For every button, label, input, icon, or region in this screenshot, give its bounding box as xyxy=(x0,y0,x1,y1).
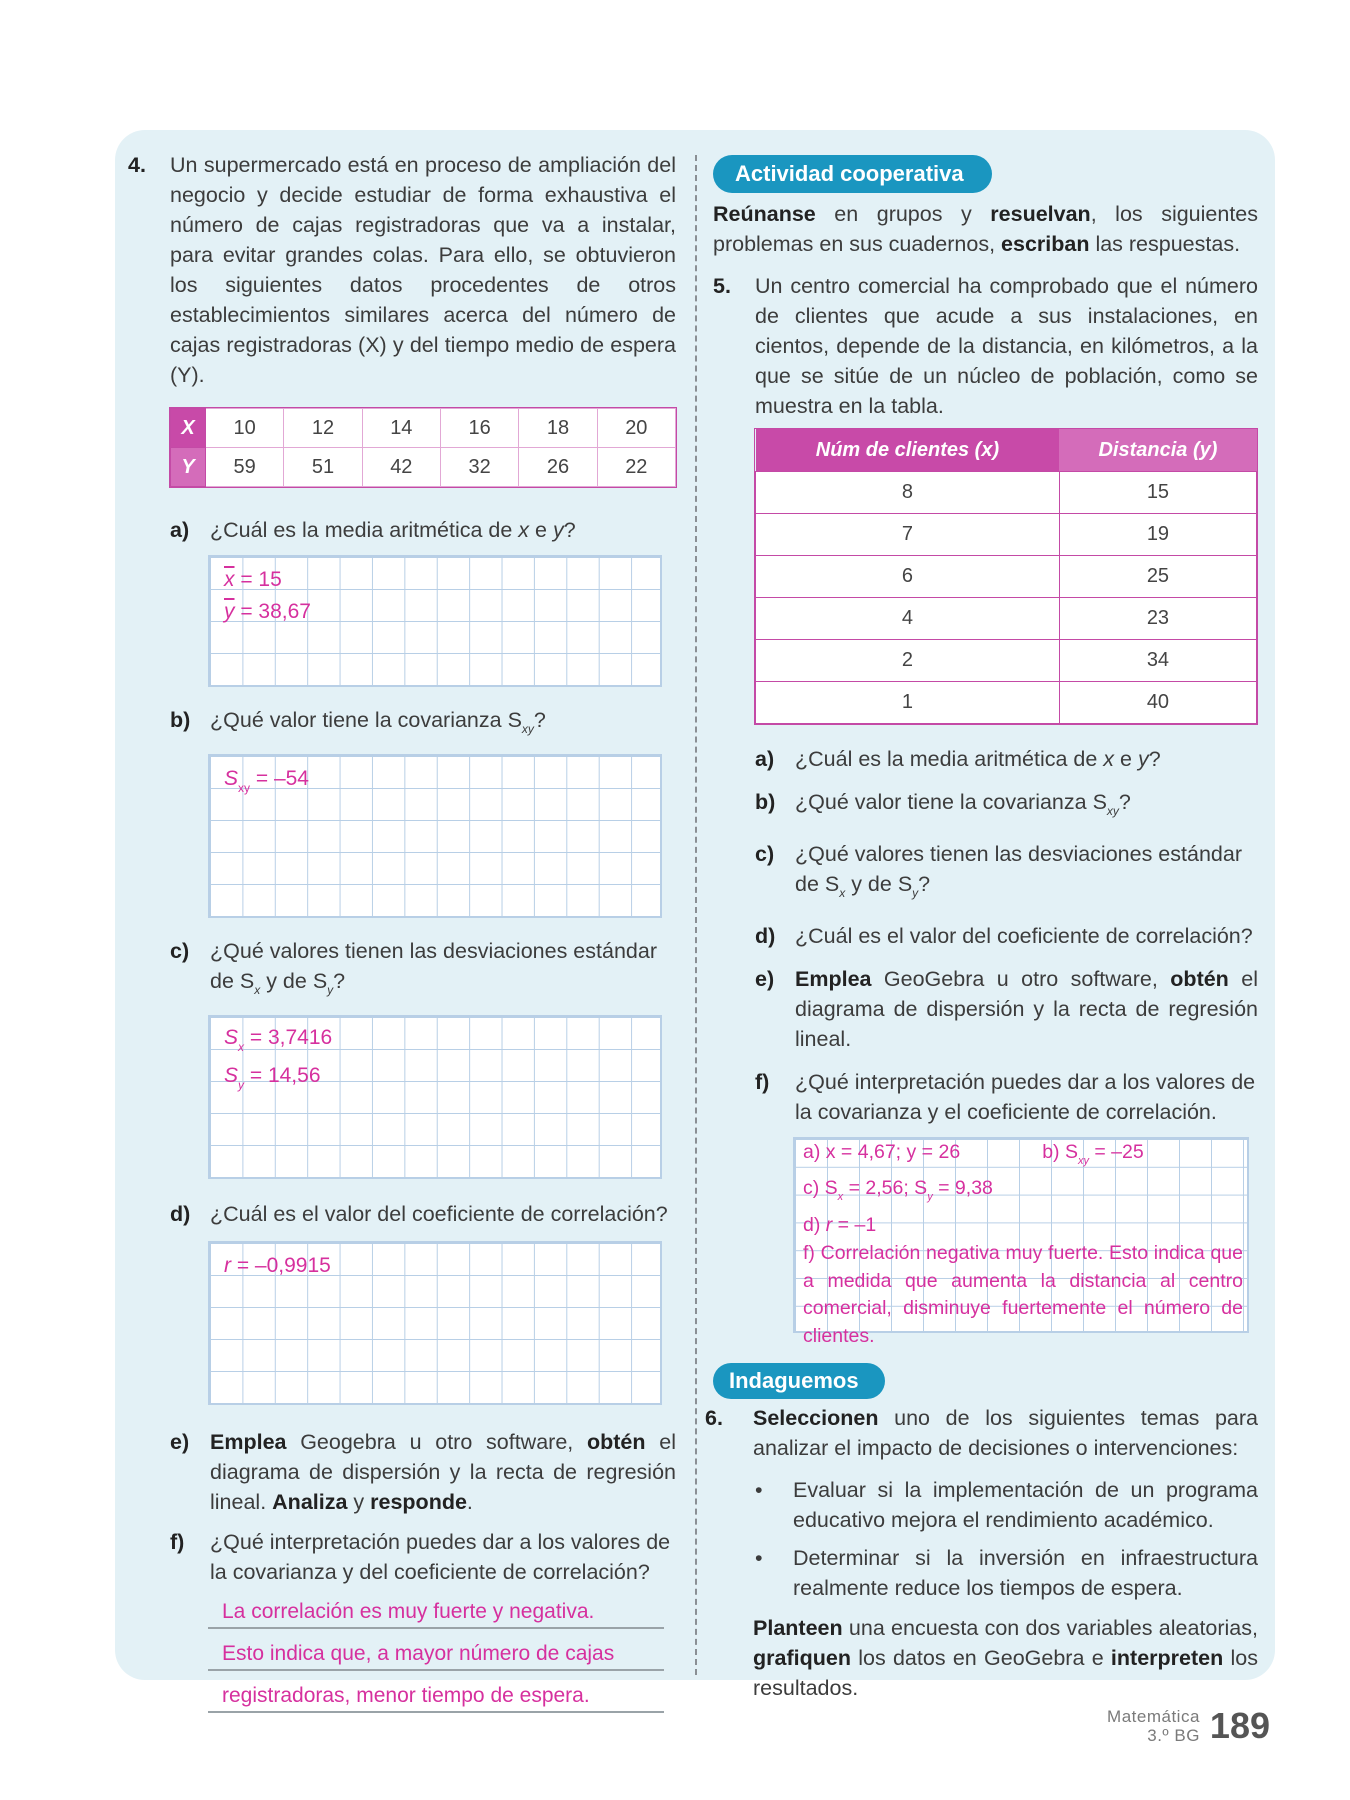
problem-5-intro: 5. Un centro comercial ha comprobado que el número de clientes que acude a sus instalaciones, en cientos, depende de la distancia, en kilómetros, a la que se sitúe de un núcleo de población, como se muestra en la tabla. xyxy=(713,274,1258,418)
page-footer xyxy=(1107,1705,1270,1747)
column-divider xyxy=(695,155,697,1675)
answer-5f: f) Correlación negativa muy fuerte. Esto indica que a medida que aumenta la distancia al centro comercial, disminuye fuertemente el número de clientes. xyxy=(803,1241,1243,1348)
table-header-row xyxy=(756,429,1257,471)
bullet-item: • Determinar si la inversión en infraestructura realmente reduce los tiempos de espera. xyxy=(713,1543,1258,1603)
question-5d: d) ¿Cuál es el valor del coeficiente de correlación? xyxy=(755,923,1253,948)
question-5e: e) Emplea GeoGebra u otro software, obtén el diagrama de dispersión y la recta de regresión lineal. xyxy=(755,966,1258,1051)
right-column xyxy=(705,155,1259,1703)
subject-label: Matemática xyxy=(1107,1707,1200,1726)
table-cell: 20 xyxy=(597,409,675,448)
table-row: 6 25 xyxy=(756,555,1257,597)
data-table-clients xyxy=(755,429,1257,724)
question-4e: e) Emplea Geogebra u otro software, obtén el diagrama de dispersión y la recta de regresión lineal. Analiza y responde. xyxy=(170,1430,676,1514)
grade-label: 3.º BG xyxy=(1147,1726,1200,1745)
answer-correlation: r = –0,9915 xyxy=(224,1254,331,1277)
table-cell: 18 xyxy=(519,409,597,448)
table-cell: 16 xyxy=(440,409,518,448)
answer-covariance: $S_{xy} = -54$ xyxy=(224,767,309,795)
cooperative-instructions: Reúnanse en grupos y resuelvan, los siguientes problemas en sus cuadernos, escriban las respuestas. xyxy=(713,202,1259,256)
question-5f: f) ¿Qué interpretación puedes dar a los valores de la covarianza y el coeficiente de correlación. xyxy=(755,1069,1256,1124)
table-cell: 59 xyxy=(206,448,284,487)
answer-grid-4b xyxy=(208,754,662,918)
table-cell: 12 xyxy=(284,409,362,448)
table-row-y xyxy=(171,448,676,487)
badge-actividad-cooperativa: Actividad cooperativa xyxy=(713,155,992,193)
answer-line: Esto indica que, a mayor número de cajas xyxy=(208,1629,664,1671)
row-header: Y xyxy=(171,448,206,487)
column-header: Distancia (y) xyxy=(1059,429,1256,471)
badge-indaguemos: Indaguemos xyxy=(713,1363,885,1399)
row-header: X xyxy=(171,409,206,448)
bullet-icon: • xyxy=(755,1545,763,1570)
answer-lines-4f xyxy=(128,1587,676,1713)
answer-grid-4d xyxy=(208,1241,662,1405)
column-header: Núm de clientes (x) xyxy=(756,429,1060,471)
answer-mean-y: $\overline{y} = 38,67$ xyxy=(224,600,311,623)
table-cell: 22 xyxy=(597,448,675,487)
problem-6-instructions: Planteen una encuesta con dos variables aleatorias, grafiquen los datos en GeoGebra e interpreten los resultados. xyxy=(753,1615,1258,1700)
table-cell: 32 xyxy=(440,448,518,487)
question-4a: a) ¿Cuál es la media aritmética de x e y? xyxy=(170,518,576,542)
answer-grid-4a xyxy=(208,555,662,687)
answer-5d: d) r = –1 xyxy=(803,1214,877,1237)
bullet-icon: • xyxy=(755,1477,763,1502)
table-cell: 26 xyxy=(519,448,597,487)
problem-4-intro: 4. Un supermercado está en proceso de ampliación del negocio y decide estudiar de forma exhaustiva el número de cajas registradoras que va a instalar, para evitar grandes colas. Para ello, se obtuvieron los siguientes datos procedentes de otros establecimientos similares acerca del número de cajas registradoras (X) y del tiempo medio de espera (Y). xyxy=(128,150,676,390)
question-4f: f) ¿Qué interpretación puedes dar a los valores de la covarianza y del coeficiente de correlación? xyxy=(170,1530,671,1584)
variable-with-bar: $\overline{y}$ xyxy=(224,600,235,623)
table-row: 4 23 xyxy=(756,597,1257,639)
page-number: 189 xyxy=(1209,1705,1270,1746)
table-row: 7 19 xyxy=(756,513,1257,555)
bullet-item: • Evaluar si la implementación de un programa educativo mejora el rendimiento académico. xyxy=(713,1475,1258,1535)
question-4c: c) ¿Qué valores tienen las desviaciones estándar de $S_x$ y de $S_y$? xyxy=(170,939,657,997)
answer-5c: c) $S_x = 2,56$; $S_y = 9,38$ xyxy=(803,1177,993,1204)
table-cell: 51 xyxy=(284,448,362,487)
table-cell: 14 xyxy=(362,409,440,448)
answer-grid-5 xyxy=(793,1137,1249,1348)
variable-with-bar: $\overline{x}$ xyxy=(224,568,235,591)
question-5c: c) ¿Qué valores tienen las desviaciones estándar de $S_x$ y de $S_y$? xyxy=(755,841,1242,900)
table-cell: 42 xyxy=(362,448,440,487)
answer-5a-5b: a) x = 4,67; y = 26 b) $S_{xy} = -25$ xyxy=(803,1140,1144,1167)
question-5b: b) ¿Qué valor tiene la covarianza $S_{xy}$? xyxy=(755,789,1131,818)
answer-line: La correlación es muy fuerte y negativa. xyxy=(208,1587,664,1629)
table-cell: 10 xyxy=(206,409,284,448)
table-row: 2 34 xyxy=(756,639,1257,681)
question-5a: a) ¿Cuál es la media aritmética de x e y? xyxy=(755,746,1161,771)
answer-mean-x: $\overline{x} = 15$ xyxy=(224,568,282,591)
answer-line: registradoras, menor tiempo de espera. xyxy=(208,1671,664,1713)
problem-number: 4. xyxy=(128,153,146,177)
table-row-x xyxy=(171,409,676,448)
answer-std-x: $S_x = 3,7416$ xyxy=(224,1026,333,1054)
question-4b: b) ¿Qué valor tiene la covarianza $S_{xy}$? xyxy=(170,708,546,736)
problem-5-questions xyxy=(755,744,1258,1127)
question-4d: d) ¿Cuál es el valor del coeficiente de correlación? xyxy=(170,1202,668,1226)
problem-6: 6. Seleccionen uno de los siguientes temas para analizar el impacto de decisiones o intervenciones: xyxy=(705,1405,1258,1460)
problem-4 xyxy=(128,150,676,1713)
data-table-xy xyxy=(170,408,676,487)
answers-5 xyxy=(803,1139,1243,1352)
table-row: 1 40 xyxy=(756,681,1257,723)
answer-grid-4c xyxy=(208,1015,662,1179)
answer-std-y: $S_y = 14,56$ xyxy=(224,1064,321,1092)
table-row: 8 15 xyxy=(756,471,1257,513)
